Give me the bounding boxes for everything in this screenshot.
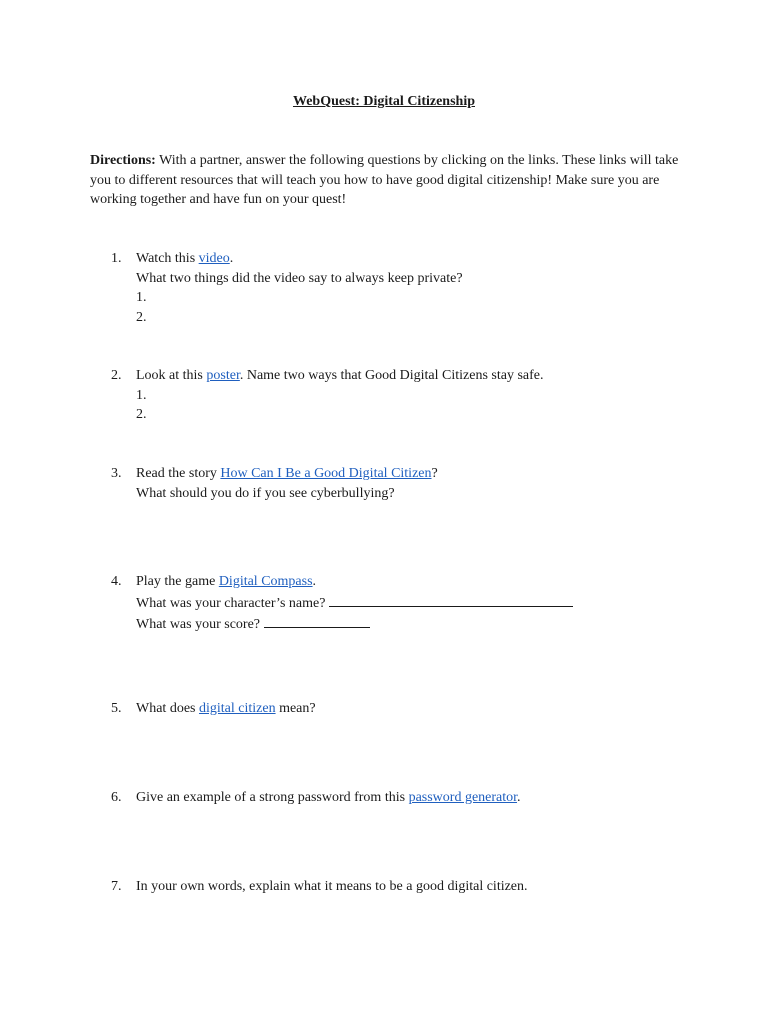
question-3 [111, 464, 711, 503]
question-number: 7. [111, 879, 122, 894]
question-number: 1. [111, 251, 122, 266]
question-text: . Name two ways that Good Digital Citizens stay safe. [239, 368, 544, 383]
question-text: . [229, 251, 234, 266]
score-line [136, 613, 711, 635]
question-followup: What was your character’s name? [136, 595, 329, 611]
question-followup: What was your score? [136, 617, 264, 632]
question-number: 2. [111, 368, 122, 383]
digital-citizen-link[interactable]: digital citizen [198, 701, 276, 716]
question-prompt: In your own words, explain what it means to be a good digital citizen. [136, 879, 528, 894]
question-prompt [136, 788, 711, 808]
answer-line-2: 2. [136, 407, 147, 422]
character-name-blank [329, 592, 573, 607]
question-text: mean? [275, 701, 316, 716]
answer-line-2: 2. [136, 309, 147, 325]
answer-line-1: 1. [136, 387, 147, 403]
question-number: 4. [111, 574, 122, 589]
directions-paragraph [90, 151, 680, 210]
question-prompt [136, 464, 711, 484]
question-prompt [136, 572, 711, 592]
question-text: Give an example of a strong password from this [136, 790, 409, 805]
score-blank [264, 613, 370, 628]
question-4 [111, 572, 711, 635]
video-link[interactable]: video [198, 251, 230, 266]
directions-text: With a partner, answer the following questions by clicking on the links. These links will take you to different resources that will teach you how to have good digital citizenship! Make sure you are working together and have fun on your quest! [90, 153, 679, 207]
question-text: Read the story [136, 466, 221, 481]
game-link[interactable]: Digital Compass [218, 574, 313, 589]
question-text: Watch this [136, 251, 199, 266]
question-1 [111, 249, 711, 327]
story-link[interactable]: How Can I Be a Good Digital Citizen [220, 466, 432, 481]
question-5 [111, 699, 711, 719]
question-text: What does [136, 701, 199, 716]
question-followup: What should you do if you see cyberbullying? [136, 485, 395, 501]
question-prompt [136, 366, 711, 386]
question-text: Play the game [136, 574, 219, 589]
question-text: . [517, 790, 521, 805]
question-text: ? [431, 466, 438, 481]
character-name-line [136, 592, 711, 614]
password-generator-link[interactable]: password generator [408, 790, 518, 805]
question-number: 6. [111, 790, 122, 805]
question-prompt [136, 249, 711, 269]
poster-link[interactable]: poster [206, 368, 240, 383]
question-followup: What two things did the video say to always keep private? [136, 270, 463, 286]
question-7 [111, 877, 711, 897]
question-prompt [136, 699, 711, 719]
question-text: . [312, 574, 317, 589]
question-6 [111, 788, 711, 808]
question-number: 5. [111, 701, 122, 716]
question-text: Look at this [136, 368, 207, 383]
question-number: 3. [111, 466, 122, 481]
directions-label: Directions: [90, 153, 156, 168]
answer-line-1: 1. [136, 290, 147, 305]
page-title: WebQuest: Digital Citizenship [292, 94, 475, 109]
question-2 [111, 366, 711, 425]
